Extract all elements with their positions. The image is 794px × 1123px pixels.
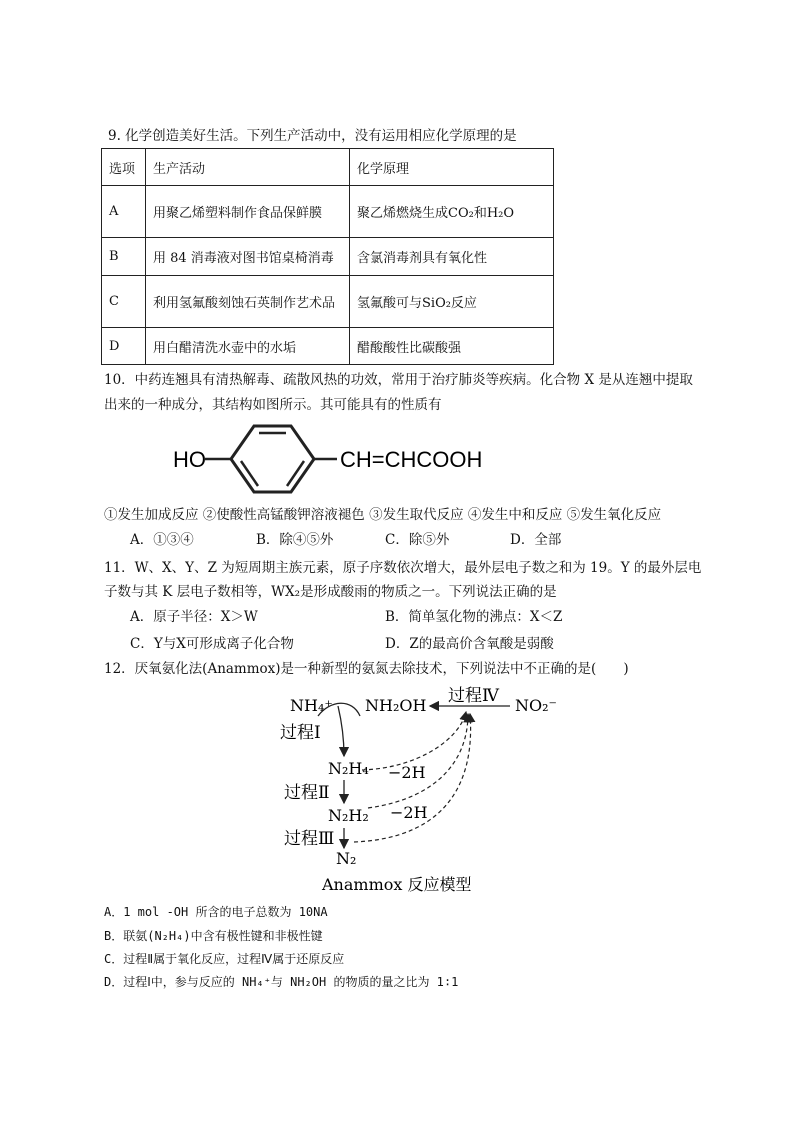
process2-label: 过程Ⅱ [284, 783, 330, 803]
row-option: D [102, 328, 146, 365]
table-row [102, 186, 554, 238]
anammox-diagram [270, 678, 570, 903]
q10-properties: ①发生加成反应 ②使酸性高锰酸钾溶液褪色 ③发生取代反应 ④发生中和反应 ⑤发生氧化反应 [104, 507, 662, 523]
q11-stem-line1: 11．W、X、Y、Z 为短周期主族元素，原子序数依次增大，最外层电子数之和为 19。Y 的最外层电 [104, 560, 702, 576]
q11-stem-line2: 子数与其 K 层电子数相等，WX₂是形成酸雨的物质之一。下列说法正确的是 [104, 584, 557, 600]
q12-option-a: A．1 mol -OH 所含的电子总数为 10NA [104, 905, 328, 919]
q10-option-c: C．除⑤外 [385, 532, 450, 548]
header-activity: 生产活动 [146, 149, 350, 186]
row-principle: 氢氟酸可与SiO₂反应 [350, 276, 554, 328]
row-option: C [102, 276, 146, 328]
q11-option-c: C．Y与X可形成离子化合物 [130, 636, 294, 652]
nh4-label: NH₄⁺ [290, 696, 333, 715]
dashed-arrow-1 [362, 712, 466, 770]
q10-option-d: D．全部 [510, 532, 562, 548]
q9-stem: 9. 化学创造美好生活。下列生产活动中，没有运用相应化学原理的是 [108, 128, 517, 144]
row-option: B [102, 238, 146, 276]
structure-diagram [165, 420, 485, 498]
header-option: 选项 [102, 149, 146, 186]
q11-option-a: A．原子半径：X＞W [130, 609, 258, 625]
row-principle: 醋酸酸性比碳酸强 [350, 328, 554, 365]
struct-ho-label: HO [173, 447, 206, 472]
q10-option-a: A．①③④ [130, 532, 194, 548]
row-activity: 用聚乙烯塑料制作食品保鲜膜 [146, 186, 350, 238]
struct-chain-label: CH=CHCOOH [340, 447, 483, 472]
q11-option-b: B．简单氢化物的沸点：X＜Z [385, 609, 563, 625]
arrow-process1 [338, 706, 344, 756]
minus2h-label-1: −2H [388, 763, 426, 782]
header-principle: 化学原理 [350, 149, 554, 186]
row-option: A [102, 186, 146, 238]
row-principle: 聚乙烯燃烧生成CO₂和H₂O [350, 186, 554, 238]
n2h2-label: N₂H₂ [328, 806, 369, 825]
q12-option-c: C．过程Ⅱ属于氧化反应，过程Ⅳ属于还原反应 [104, 952, 345, 966]
q11-option-d: D．Z的最高价含氧酸是弱酸 [385, 636, 554, 652]
q10-stem-line1: 10．中药连翘具有清热解毒、疏散风热的功效，常用于治疗肺炎等疾病。化合物 X 是从连翘中提取 [104, 372, 693, 388]
no2-label: NO₂⁻ [515, 696, 557, 715]
q10-stem-line2: 出来的一种成分，其结构如图所示。其可能具有的性质有 [104, 397, 442, 413]
q9-table [101, 148, 554, 365]
table-header-row [102, 149, 554, 186]
dashed-arrow-2 [368, 714, 468, 808]
q12-option-b: B．联氨(N₂H₄)中含有极性键和非极性键 [104, 929, 323, 943]
ring-double-bond [287, 461, 304, 486]
q12-stem: 12．厌氧氨化法(Anammox)是一种新型的氨氮去除技术，下列说法中不正确的是( ) [104, 661, 629, 677]
row-principle: 含氯消毒剂具有氧化性 [350, 238, 554, 276]
diagram-caption: Anammox 反应模型 [322, 875, 472, 894]
ring-double-bond [241, 461, 258, 486]
table-row [102, 276, 554, 328]
row-activity: 用白醋清洗水壶中的水垢 [146, 328, 350, 365]
nh2oh-label: NH₂OH [365, 696, 427, 715]
minus2h-label-2: −2H [390, 803, 428, 822]
process4-label: 过程Ⅳ [448, 686, 499, 706]
benzene-ring [231, 426, 314, 492]
row-activity: 利用氢氟酸刻蚀石英制作艺术品 [146, 276, 350, 328]
q10-option-b: B．除④⑤外 [256, 532, 334, 548]
process3-label: 过程Ⅲ [284, 829, 335, 849]
q12-option-d: D．过程Ⅰ中，参与反应的 NH₄⁺与 NH₂OH 的物质的量之比为 1∶1 [104, 975, 459, 989]
table-row [102, 328, 554, 365]
row-activity: 用 84 消毒液对图书馆桌椅消毒 [146, 238, 350, 276]
table-row [102, 238, 554, 276]
n2-label: N₂ [336, 849, 357, 868]
n2h4-label: N₂H₄ [328, 759, 369, 778]
process1-label: 过程Ⅰ [280, 723, 321, 743]
